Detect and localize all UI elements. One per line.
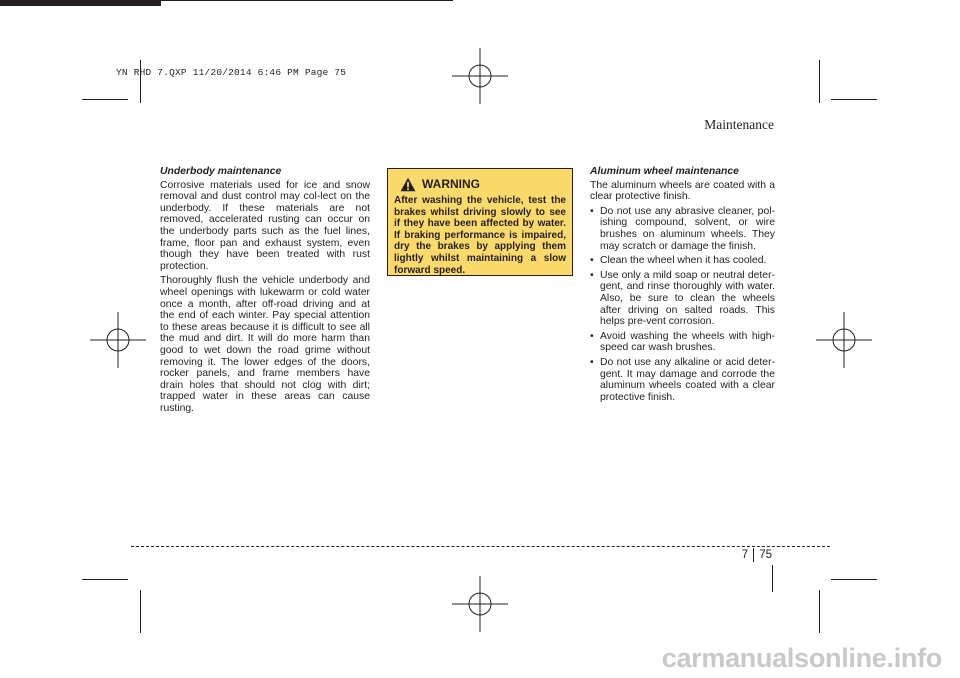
- warning-triangle-icon: [400, 177, 416, 192]
- registration-mark-right-icon: [816, 312, 872, 368]
- underbody-section: [160, 166, 370, 417]
- bullet-icon: •: [590, 255, 594, 267]
- list-item-text: Do not use any abrasive cleaner, pol-ishing compound, solvent, or wire brushes on aluminum wheels. They may scratch or damage the finish.: [600, 205, 775, 252]
- registration-mark-bottom-icon: [452, 576, 508, 632]
- warning-title: WARNING: [422, 177, 480, 191]
- list-item: [590, 255, 775, 267]
- page-number: [742, 548, 772, 562]
- list-item: [590, 206, 775, 252]
- list-item: [590, 270, 775, 328]
- bullet-icon: •: [590, 330, 594, 342]
- crop-mark-bottom-right-h: [831, 579, 877, 580]
- registration-mark-left-icon: [90, 312, 146, 368]
- registration-mark-top-icon: [452, 48, 508, 104]
- list-item-text: Use only a mild soap or neutral deter-gent, and rinse thoroughly with water. Also, be sure to clean the wheels after driving on salted roads. This helps pre-vent corrosion.: [600, 269, 775, 328]
- aluminum-heading: Aluminum wheel maintenance: [590, 166, 739, 177]
- crop-mark-bottom-left-h: [82, 579, 128, 580]
- list-item-text: Clean the wheel when it has cooled.: [600, 255, 767, 267]
- underbody-heading: Underbody maintenance: [160, 166, 282, 177]
- underbody-paragraph: Corrosive materials used for ice and snow removal and dust control may col-lect on the underbody. If these materials are not removed, accelerated rusting can occur on the underbody parts such as the fuel lines, frame, floor pan and exhaust system, even though they have been treated with rust protection.: [160, 179, 370, 272]
- chapter-number: 7: [741, 549, 749, 561]
- aluminum-list: [590, 206, 775, 404]
- crop-mark-top-right-h: [831, 99, 877, 100]
- crop-mark-bottom-left-v: [140, 590, 141, 633]
- header-rule-accent: [0, 1, 161, 6]
- aluminum-intro: The aluminum wheels are coated with a clear protective finish.: [590, 179, 775, 203]
- warning-text: After washing the vehicle, test the brakes whilst driving slowly to see if they have been affected by water. If braking performance is impaired, dry the brakes by applying them lightly whilst maintaining a slow forward speed.: [394, 195, 566, 276]
- section-title: Maintenance: [704, 117, 774, 132]
- watermark: carmanualsonline.info: [661, 643, 942, 673]
- bullet-icon: •: [590, 356, 594, 368]
- aluminum-section: [590, 166, 775, 406]
- list-item-text: Avoid washing the wheels with high-speed car wash brushes.: [600, 330, 775, 354]
- file-header: YN RHD 7.QXP 11/20/2014 6:46 PM Page 75: [116, 67, 347, 78]
- page-number-divider: [753, 548, 754, 562]
- crop-mark-top-right-v: [819, 60, 820, 103]
- footer-rule: [131, 546, 830, 547]
- bullet-icon: •: [590, 205, 594, 217]
- underbody-paragraph: Thoroughly flush the vehicle underbody and wheel openings with lukewarm or cold water once a month, after off-road driving and at the end of each winter. Pay special attention to these areas because it is difficult to see all the mud and dirt. It will do more harm than good to wet down the road grime without removing it. The lower edges of the doors, rocker panels, and frame members have drain holes that should not clog with dirt; trapped water in these areas can cause rusting.: [160, 275, 370, 414]
- bullet-icon: •: [590, 269, 594, 281]
- page-number-rule: [772, 565, 773, 592]
- page-number-value: 75: [759, 549, 772, 561]
- warning-header: [400, 174, 566, 194]
- crop-mark-bottom-right-v: [819, 590, 820, 633]
- list-item-text: Do not use any alkaline or acid deter-gent. It may damage and corrode the aluminum wheels coated with a clear protective finish.: [600, 356, 775, 403]
- list-item: [590, 357, 775, 403]
- crop-mark-top-left-h: [82, 99, 128, 100]
- list-item: [590, 331, 775, 354]
- warning-box: [387, 168, 573, 276]
